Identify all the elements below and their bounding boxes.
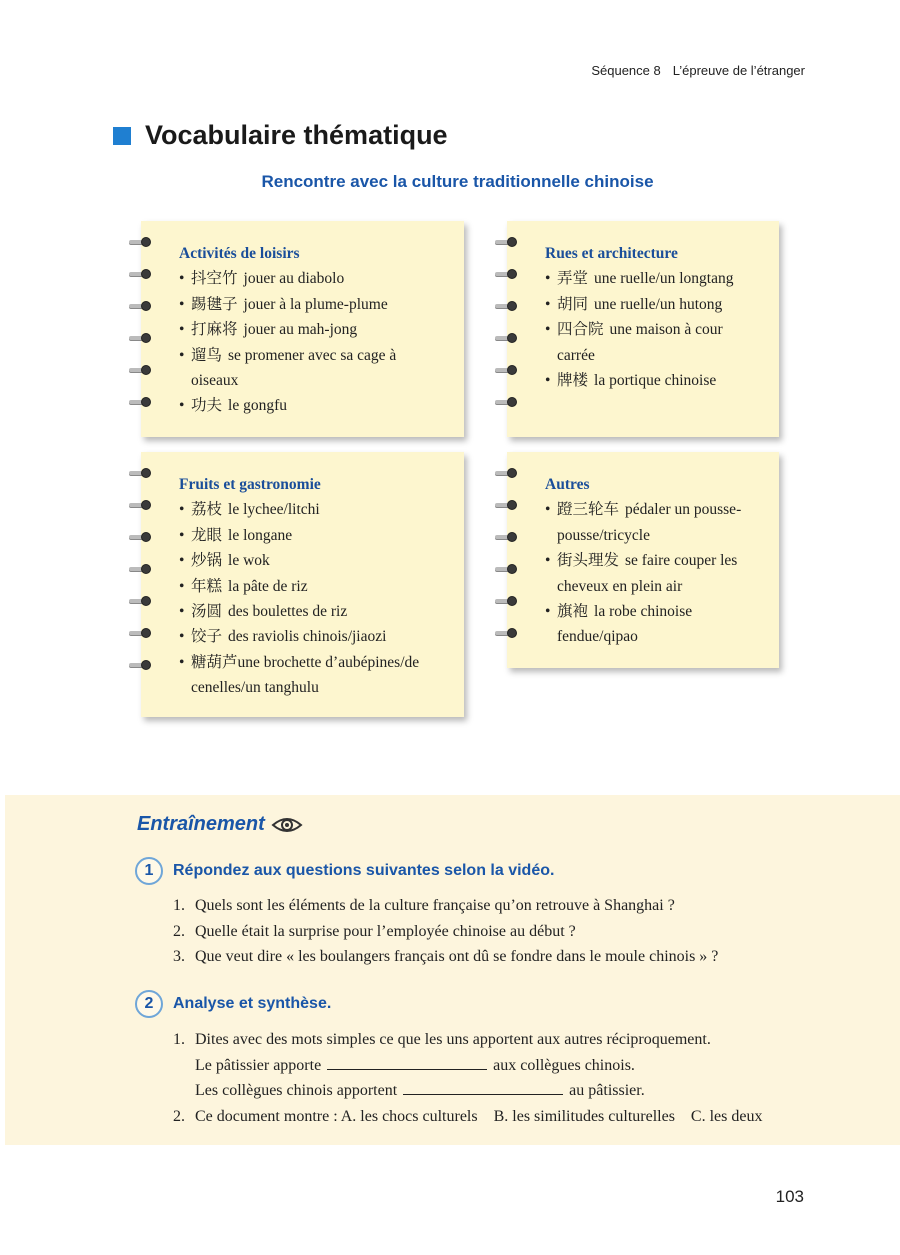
exercise-1-title: Répondez aux questions suivantes selon la vidéo. (173, 862, 555, 879)
binder-ring-icon (129, 235, 153, 249)
vocab-fr: une maison à cour carrée (557, 321, 723, 364)
question-text: Quels sont les éléments de la culture française qu’on retrouve à Shanghai ? (195, 897, 675, 914)
fill-line-2-after: au pâtissier. (569, 1082, 645, 1099)
binder-ring-icon (495, 331, 519, 345)
vocab-fr: la robe chinoise fendue/qipao (557, 603, 693, 646)
vocab-zh: 蹬三轮车 (557, 501, 620, 519)
vocab-fr: une ruelle/un longtang (594, 270, 734, 288)
binder-ring-icon (495, 562, 519, 576)
vocab-card-loisirs (141, 221, 464, 437)
square-bullet-icon (113, 127, 131, 145)
vocab-fr: se faire couper les cheveux en plein air (557, 552, 738, 595)
question-number: 3. (173, 948, 185, 965)
binder-ring-icon (495, 594, 519, 608)
vocab-zh: 糖葫芦 (191, 653, 238, 671)
vocab-fr: des raviolis chinois/jiaozi (228, 628, 387, 646)
vocab-item (179, 624, 446, 649)
vocab-item (179, 650, 446, 701)
vocab-zh: 炒锅 (191, 552, 223, 570)
vocab-fr: une ruelle/un hutong (594, 295, 723, 313)
card-title: Fruits et gastronomie (179, 476, 321, 493)
vocab-item (545, 497, 761, 548)
vocab-fr: la portique chinoise (594, 372, 717, 390)
vocab-item (179, 317, 446, 342)
binder-ring-icon (495, 498, 519, 512)
vocab-item (545, 292, 761, 317)
training-title (137, 813, 303, 836)
sequence-label: Séquence 8 (591, 63, 661, 78)
exercise-number-badge: 2 (135, 990, 163, 1018)
vocab-item (545, 548, 761, 599)
exercise-1-heading (135, 857, 554, 885)
binder-ring-icon (495, 235, 519, 249)
vocab-fr: le lychee/litchi (228, 501, 320, 519)
question-text: Que veut dire « les boulangers français ont dû se fondre dans le moule chinois » ? (195, 948, 719, 965)
question-text: Ce document montre : A. les chocs culturels B. les similitudes culturelles C. les deux (195, 1107, 763, 1125)
exercise-2-questions (173, 1027, 762, 1129)
binder-ring-icon (129, 363, 153, 377)
question-number: 2. (173, 922, 185, 940)
vocab-item (545, 266, 761, 291)
card-title: Rues et architecture (545, 245, 678, 262)
exercise-1-questions (173, 893, 718, 970)
vocab-zh: 遛鸟 (191, 346, 223, 364)
binder-ring-icon (495, 530, 519, 544)
vocab-fr: jouer au diabolo (243, 270, 345, 288)
page-number: 103 (775, 1187, 804, 1206)
vocab-item (179, 497, 446, 522)
binder-ring-icon (129, 658, 153, 672)
question-number: 1. (173, 897, 185, 914)
binder-ring-icon (129, 626, 153, 640)
training-title-text: Entraînement (137, 813, 265, 835)
question-text: Dites avec des mots simples ce que les uns apportent aux autres réciproquement. (195, 1031, 711, 1048)
vocab-zh: 弄堂 (557, 270, 589, 288)
subtitle: Rencontre avec la culture traditionnelle chinoise (261, 172, 654, 191)
fill-line-1-after: aux collègues chinois. (493, 1056, 635, 1074)
vocab-card-rues (507, 221, 779, 437)
binder-ring-icon (129, 530, 153, 544)
binder-ring-icon (129, 498, 153, 512)
answer-blank[interactable] (403, 1080, 563, 1095)
binder-ring-icon (129, 594, 153, 608)
binder-ring-icon (495, 626, 519, 640)
question-item (173, 944, 718, 970)
binder-ring-icon (495, 466, 519, 480)
vocab-fr: jouer au mah-jong (243, 321, 358, 339)
vocab-item (545, 368, 761, 393)
vocab-fr: jouer à la plume-plume (243, 295, 388, 313)
section-title (113, 120, 448, 151)
question-item (173, 919, 718, 945)
vocab-item (179, 548, 446, 573)
vocab-fr: pédaler un pousse-pousse/tricycle (557, 501, 742, 544)
binder-ring-icon (495, 267, 519, 281)
binder-ring-icon (495, 363, 519, 377)
answer-blank[interactable] (327, 1055, 487, 1070)
question-item (173, 1027, 762, 1104)
question-item (173, 1104, 762, 1130)
vocab-item (179, 599, 446, 624)
vocab-fr: le longane (228, 526, 293, 544)
vocab-card-fruits (141, 452, 464, 717)
running-header (591, 63, 805, 78)
question-text: Quelle était la surprise pour l’employée chinoise au début ? (195, 922, 576, 940)
vocab-zh: 功夫 (191, 397, 223, 415)
exercise-2-heading (135, 990, 331, 1018)
vocab-item (179, 393, 446, 418)
vocab-zh: 打麻将 (191, 321, 238, 339)
vocab-zh: 牌楼 (557, 372, 589, 390)
question-item (173, 893, 718, 919)
binder-ring-icon (129, 562, 153, 576)
binder-ring-icon (495, 395, 519, 409)
question-number: 1. (173, 1031, 185, 1048)
vocab-fr: des boulettes de riz (228, 603, 348, 621)
vocab-fr: se promener avec sa cage à oiseaux (191, 346, 397, 390)
vocab-zh: 汤圆 (191, 603, 223, 621)
binder-ring-icon (129, 299, 153, 313)
binder-ring-icon (495, 299, 519, 313)
vocab-zh: 荔枝 (191, 501, 223, 519)
vocab-fr: la pâte de riz (228, 577, 308, 595)
vocab-zh: 街头理发 (557, 552, 620, 570)
binder-ring-icon (129, 331, 153, 345)
card-title: Activités de loisirs (179, 245, 300, 262)
vocab-fr: le gongfu (228, 397, 287, 415)
vocab-zh: 胡同 (557, 295, 589, 313)
vocab-item (545, 599, 761, 650)
fill-line-2-before: Les collègues chinois apportent (195, 1082, 398, 1099)
vocab-fr: le wok (228, 552, 270, 570)
exercise-number-badge: 1 (135, 857, 163, 885)
vocab-zh: 四合院 (557, 321, 604, 339)
training-section (5, 795, 900, 1145)
vocab-item (179, 343, 446, 394)
vocab-card-autres (507, 452, 779, 668)
vocab-zh: 踢毽子 (191, 295, 238, 313)
vocab-fr: une brochette d’aubépines/de cenelles/un tanghulu (191, 653, 420, 697)
vocab-zh: 饺子 (191, 628, 223, 646)
binder-ring-icon (129, 466, 153, 480)
vocab-zh: 旗袍 (557, 603, 589, 621)
eye-icon (271, 815, 303, 835)
section-title-text: Vocabulaire thématique (145, 120, 448, 150)
vocab-item (179, 266, 446, 291)
chapter-label: L’épreuve de l’étranger (672, 63, 805, 78)
vocab-zh: 抖空竹 (191, 270, 238, 288)
card-title: Autres (545, 476, 590, 493)
binder-ring-icon (129, 267, 153, 281)
vocab-zh: 龙眼 (191, 526, 223, 544)
fill-line-1-before: Le pâtissier apporte (195, 1056, 322, 1074)
vocab-zh: 年糕 (191, 577, 223, 595)
vocab-item (179, 523, 446, 548)
vocab-item (179, 292, 446, 317)
vocab-item (545, 317, 761, 368)
vocab-item (179, 574, 446, 599)
exercise-2-title: Analyse et synthèse. (173, 995, 332, 1012)
binder-ring-icon (129, 395, 153, 409)
question-number: 2. (173, 1107, 185, 1125)
